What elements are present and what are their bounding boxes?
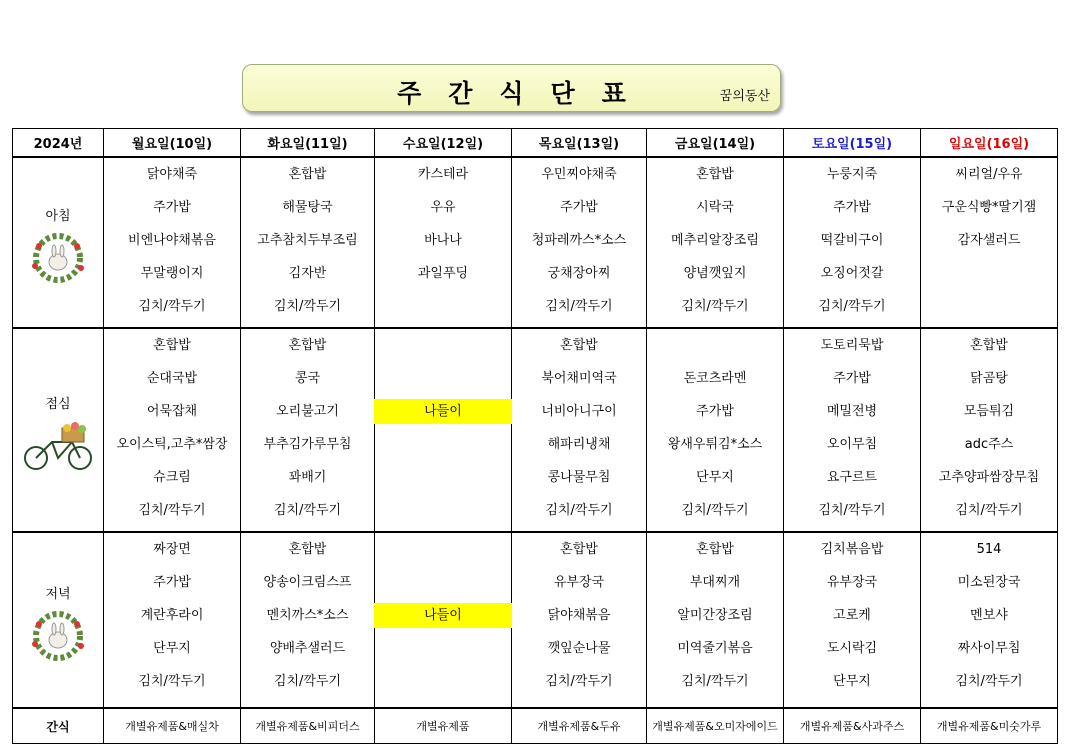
menu-item: 김치/깍두기 xyxy=(955,503,1023,518)
menu-item: 청파레까스*소스 xyxy=(531,233,627,248)
snack-cell: 개별유제품&비피더스 xyxy=(241,708,375,744)
menu-item: 북어채미역국 xyxy=(541,371,617,386)
snack-cell: 개별유제품&오미자에이드 xyxy=(647,708,784,744)
day-header-tue: 화요일(11일) xyxy=(241,129,375,158)
menu-item: 김자반 xyxy=(288,266,327,281)
menu-item: 누룽지죽 xyxy=(826,167,878,182)
menu-item: 왕새우튀김*소스 xyxy=(667,437,763,452)
menu-item: 떡갈비구이 xyxy=(820,233,884,248)
menu-item: 해파리냉채 xyxy=(547,437,611,452)
menu-item: 요구르트 xyxy=(826,470,878,485)
snack-cell: 개별유제품&두유 xyxy=(512,708,647,744)
meal-row-snack xyxy=(13,708,1058,744)
outing-badge: 나들이 xyxy=(374,399,512,424)
weekly-menu-table xyxy=(12,128,1058,744)
meal-label: 간식 xyxy=(13,708,104,744)
menu-item: 우유 xyxy=(430,200,456,215)
menu-item: 김치볶음밥 xyxy=(820,542,884,557)
meal-label: 점심 xyxy=(45,396,71,412)
menu-item: 멘치까스*소스 xyxy=(266,608,349,623)
menu-item: 도토리묵밥 xyxy=(820,338,884,353)
menu-item: 오징어젓갈 xyxy=(820,266,884,281)
menu-item: 김치/깍두기 xyxy=(138,299,206,314)
meal-label-cell xyxy=(13,157,104,328)
menu-item: 감자샐러드 xyxy=(957,233,1021,248)
menu-item xyxy=(375,570,511,603)
menu-item: 주가밥 xyxy=(153,575,191,590)
menu-item: 슈크림 xyxy=(153,470,191,485)
menu-item: 주가밥 xyxy=(833,200,871,215)
meal-row-breakfast xyxy=(13,157,1058,328)
year-header: 2024년 xyxy=(13,129,104,158)
menu-item: 고로케 xyxy=(833,608,871,623)
menu-item: 해물탕국 xyxy=(282,200,333,215)
menu-cell xyxy=(921,157,1058,328)
menu-item: 혼합밥 xyxy=(288,167,327,182)
menu-item: 양송이크림스프 xyxy=(263,575,352,590)
menu-item: 514 xyxy=(976,542,1002,557)
menu-item: 우민찌야채죽 xyxy=(541,167,617,182)
day-header-sun: 일요일(16일) xyxy=(921,129,1058,158)
meal-label: 아침 xyxy=(45,209,71,224)
menu-item: 카스테라 xyxy=(417,167,469,182)
menu-item: 부대찌개 xyxy=(689,575,741,590)
menu-item: 도시락김 xyxy=(826,641,878,656)
menu-item: 유부장국 xyxy=(553,575,605,590)
menu-item: 김치/깍두기 xyxy=(273,674,342,689)
menu-item: 시락국 xyxy=(696,200,734,215)
menu-cell xyxy=(647,157,784,328)
menu-item: 궁채장아찌 xyxy=(547,266,611,281)
menu-cell xyxy=(512,157,647,328)
menu-item: 미역줄기볶음 xyxy=(677,641,753,656)
menu-item: 꽈배기 xyxy=(288,470,327,485)
menu-item: 비엔나야채볶음 xyxy=(128,233,216,248)
menu-item xyxy=(375,333,511,366)
menu-item: 김치/깍두기 xyxy=(545,299,613,314)
menu-cell xyxy=(241,157,375,328)
snack-cell: 개별유제품&사과주스 xyxy=(784,708,921,744)
wreath-rabbit-icon xyxy=(21,610,95,662)
menu-item: 오이무침 xyxy=(826,437,878,452)
menu-cell xyxy=(241,328,375,532)
menu-item: 멘보샤 xyxy=(970,608,1008,623)
menu-item: 주가밥 xyxy=(153,200,191,215)
menu-cell xyxy=(241,532,375,708)
menu-item: 주가밥 xyxy=(560,200,598,215)
menu-item: 깻잎순나물 xyxy=(547,641,611,656)
menu-item: 김치/깍두기 xyxy=(273,299,342,314)
menu-item: 미소된장국 xyxy=(957,575,1021,590)
menu-item: 콩국 xyxy=(294,371,321,386)
menu-item: 오리불고기 xyxy=(276,404,339,419)
menu-item: 콩나물무침 xyxy=(547,470,611,485)
menu-item: 김치/깍두기 xyxy=(955,674,1023,689)
menu-item: 메추리알장조림 xyxy=(671,233,759,248)
menu-cell xyxy=(375,532,512,708)
menu-item: 주가밥 xyxy=(696,404,734,419)
menu-item xyxy=(375,537,511,570)
menu-item: 구운식빵*딸기잼 xyxy=(941,200,1037,215)
menu-cell xyxy=(921,532,1058,708)
menu-item: 짜장면 xyxy=(153,542,191,557)
menu-item: 김치/깍두기 xyxy=(681,503,749,518)
menu-item: 어묵잡채 xyxy=(146,404,198,419)
menu-item: 돈코츠라멘 xyxy=(683,371,747,386)
snack-cell: 개별유제품 xyxy=(375,708,512,744)
menu-cell xyxy=(104,328,241,532)
day-header-thu: 목요일(13일) xyxy=(512,129,647,158)
menu-item: 김치/깍두기 xyxy=(273,503,342,518)
meal-label-cell xyxy=(13,328,104,532)
menu-item: 혼합밥 xyxy=(288,542,327,557)
menu-item: 닭야채죽 xyxy=(146,167,198,182)
menu-item: 너비아니구이 xyxy=(541,404,617,419)
menu-item: 부추김가루무침 xyxy=(263,437,352,452)
menu-item: 오이스틱,고추*쌈장 xyxy=(116,437,228,452)
menu-item: 무말랭이지 xyxy=(140,266,204,281)
outing-badge: 나들이 xyxy=(374,603,512,628)
page-title: 주간식단표 xyxy=(397,79,653,108)
menu-item xyxy=(647,333,783,366)
day-header-mon: 월요일(10일) xyxy=(104,129,241,158)
menu-item: 짜사이무침 xyxy=(957,641,1021,656)
menu-item: 혼합밥 xyxy=(153,338,191,353)
menu-item: 순대국밥 xyxy=(146,371,198,386)
menu-cell xyxy=(375,328,512,532)
menu-cell xyxy=(104,532,241,708)
day-header-wed: 수요일(12일) xyxy=(375,129,512,158)
meal-row-dinner xyxy=(13,532,1058,708)
menu-item: 단무지 xyxy=(696,470,734,485)
flower-bicycle-icon xyxy=(22,420,94,472)
menu-item: 단무지 xyxy=(153,641,191,656)
menu-cell xyxy=(784,328,921,532)
menu-item: 단무지 xyxy=(833,674,871,689)
meal-label: 저녁 xyxy=(45,586,71,602)
menu-item: 계란후라이 xyxy=(140,608,204,623)
snack-cell: 개별유제품&매실차 xyxy=(104,708,241,744)
menu-item: 알미간장조림 xyxy=(677,608,753,623)
header-row xyxy=(13,129,1058,158)
menu-item: 김치/깍두기 xyxy=(818,299,886,314)
menu-item: 양념깻잎지 xyxy=(683,266,747,281)
meal-label-cell xyxy=(13,532,104,708)
menu-item xyxy=(375,366,511,399)
menu-item: 고추양파쌈장무침 xyxy=(938,470,1040,485)
menu-cell xyxy=(375,157,512,328)
menu-item: 닭야채볶음 xyxy=(547,608,611,623)
menu-item: 양배추샐러드 xyxy=(269,641,346,656)
menu-cell xyxy=(784,532,921,708)
day-header-fri: 금요일(14일) xyxy=(647,129,784,158)
menu-item: 김치/깍두기 xyxy=(138,674,206,689)
menu-cell xyxy=(647,532,784,708)
menu-item: 혼합밥 xyxy=(560,542,598,557)
meal-row-lunch xyxy=(13,328,1058,532)
day-header-sat: 토요일(15일) xyxy=(784,129,921,158)
title-banner xyxy=(242,64,781,112)
menu-cell xyxy=(784,157,921,328)
menu-item: 혼합밥 xyxy=(696,167,734,182)
menu-cell xyxy=(104,157,241,328)
menu-item: 혼합밥 xyxy=(970,338,1008,353)
menu-item: 닭곰탕 xyxy=(970,371,1008,386)
menu-item: 혼합밥 xyxy=(696,542,734,557)
menu-item: 김치/깍두기 xyxy=(681,674,749,689)
menu-item: 메밀전병 xyxy=(826,404,878,419)
menu-item: 김치/깍두기 xyxy=(818,503,886,518)
menu-cell xyxy=(647,328,784,532)
menu-item: 고추참치두부조림 xyxy=(257,233,358,248)
menu-item: 유부장국 xyxy=(826,575,878,590)
menu-item: 주가밥 xyxy=(833,371,871,386)
menu-item: 김치/깍두기 xyxy=(545,503,613,518)
menu-cell xyxy=(512,532,647,708)
menu-item: 혼합밥 xyxy=(560,338,598,353)
wreath-rabbit-icon xyxy=(21,232,95,284)
menu-item: 혼합밥 xyxy=(288,338,327,353)
menu-item: 김치/깍두기 xyxy=(138,503,206,518)
snack-cell: 개별유제품&미숫가루 xyxy=(921,708,1058,744)
menu-item: 김치/깍두기 xyxy=(681,299,749,314)
menu-item: 모듬튀김 xyxy=(963,404,1015,419)
menu-item: 바나나 xyxy=(424,233,462,248)
menu-item: adc주스 xyxy=(964,437,1014,452)
menu-cell xyxy=(921,328,1058,532)
menu-item: 김치/깍두기 xyxy=(545,674,613,689)
menu-item: 씨리얼/우유 xyxy=(955,167,1023,182)
facility-name: 꿈의동산 xyxy=(719,89,770,104)
menu-item: 과일푸딩 xyxy=(417,266,469,281)
menu-cell xyxy=(512,328,647,532)
